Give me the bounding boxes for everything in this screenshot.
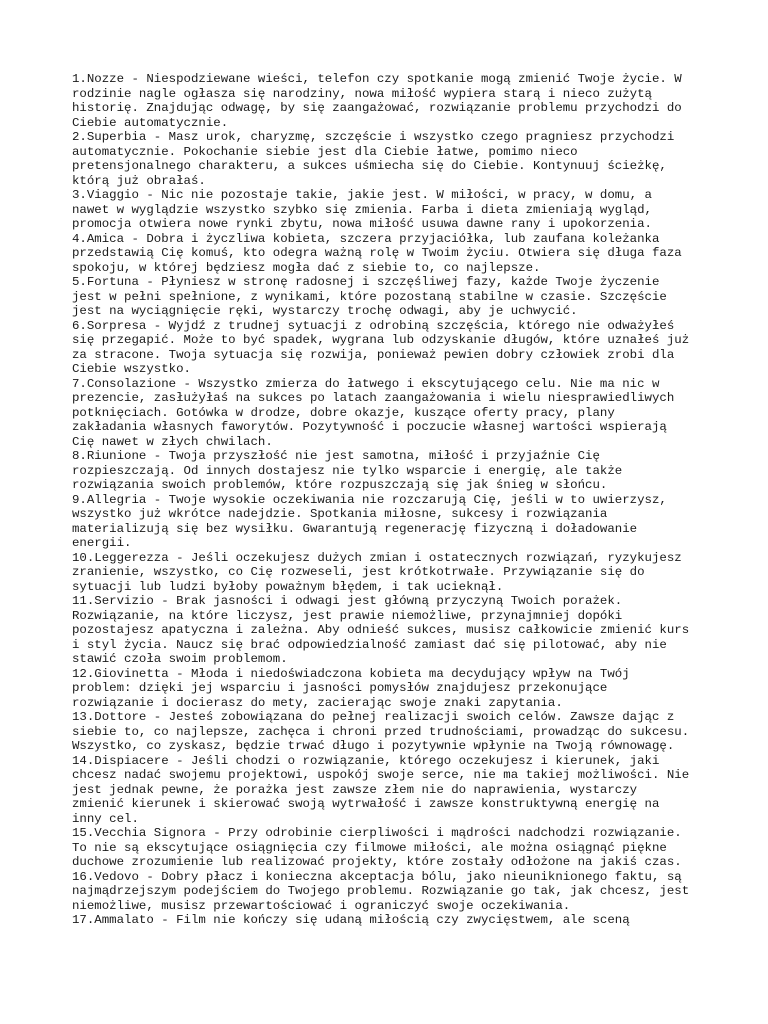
entry-leggerezza: 10.Leggerezza - Jeśli oczekujesz dużych zmian i ostatecznych rozwiązań, ryzykujesz zranienie, wszystko, co Cię rozweseli, jest krótkotrwałe. Przywiązanie się do sytuacji lub ludzi byłoby poważnym błędem, i tak ucieknął.: [72, 550, 682, 594]
entry-giovinetta: 12.Giovinetta - Młoda i niedoświadczona kobieta ma decydujący wpływ na Twój problem: dzięki jej wsparciu i jasności pomysłów znajdujesz przekonujące rozwiązanie i docierasz do mety, zacierając swoje znaki zapytania.: [72, 666, 630, 710]
entry-servizio: 11.Servizio - Brak jasności i odwagi jest główną przyczyną Twoich porażek. Rozwiązanie, na które liczysz, jest prawie niemożliwe, przynajmniej dopóki pozostajesz apatyczna i zależna. Aby odnieść sukces, musisz całkowicie zmienić kurs i styl życia. Naucz się brać odpowiedzialność zamiast dać się pilotować, aby nie stawić czoła swoim problemom.: [72, 594, 690, 666]
entry-ammalato: 17.Ammalato - Film nie kończy się udaną miłością czy zwycięstwem, ale sceną: [72, 913, 630, 927]
entry-dottore: 13.Dottore - Jesteś zobowiązana do pełnej realizacji swoich celów. Zawsze dając z siebie to, co najlepsze, zachęca i chroni przed trudnościami, prowadząc do sukcesu. Wszystko, co zyskasz, będzie trwać długo i pozytywnie wpłynie na Twoją równowagę.: [72, 710, 690, 753]
entry-sorpresa: 6.Sorpresa - Wyjdź z trudnej sytuacji z odrobiną szczęścia, którego nie odważyłeś się przegapić. Może to być spadek, wygrana lub odzyskanie długów, które uznałeś już za stracone. Twoja sytuacja się rozwija, ponieważ pewien dobry człowiek zrobi dla Ciebie wszystko.: [72, 318, 690, 376]
entry-riunione: 8.Riunione - Twoja przyszłość nie jest samotna, miłość i przyjaźnie Cię rozpieszczają. Od innych dostajesz nie tylko wsparcie i energię, ale także rozwiązania swoich problemów, które rozpuszczają się jak śnieg w słońcu.: [72, 449, 623, 492]
entry-superbia: 2.Superbia - Masz urok, charyzmę, szczęście i wszystko czego pragniesz przychodzi automatycznie. Pokochanie siebie jest dla Ciebie łatwe, pomimo nieco pretensjonalnego charakteru, a sukces uśmiecha się do Ciebie. Kontynuuj ścieżkę, którą już obrałaś.: [72, 130, 675, 188]
entry-allegria: 9.Allegria - Twoje wysokie oczekiwania nie rozczarują Cię, jeśli w to uwierzysz, wszystko już wkrótce nadejdzie. Spotkania miłosne, sukcesy i rozwiązania materializują się bez wysiłku. Gwarantują regenerację fizyczną i doładowanie energii.: [72, 492, 667, 550]
entry-viaggio: 3.Viaggio - Nic nie pozostaje takie, jakie jest. W miłości, w pracy, w domu, a nawet w wyglądzie wszystko szybko się zmienia. Farba i dieta zmieniają wygląd, promocja otwiera nowe rynki zbytu, nowa miłość usuwa dawne rany i upokorzenia.: [72, 188, 652, 231]
entry-fortuna: 5.Fortuna - Płyniesz w stronę radosnej i szczęśliwej fazy, każde Twoje życzenie jest w pełni spełnione, z wynikami, które pozostaną stabilne w czasie. Szczęście jest na wyciągnięcie ręki, wystarczy trochę odwagi, aby je uchwycić.: [72, 275, 667, 318]
entry-amica: 4.Amica - Dobra i życzliwa kobieta, szczera przyjaciółka, lub zaufana koleżanka przedstawią Cię komuś, kto odegra ważną rolę w Twoim życiu. Otwiera się długa faza spokoju, w której będziesz mogła dać z siebie to, co najlepsze.: [72, 231, 682, 275]
entry-dispiacere: 14.Dispiacere - Jeśli chodzi o rozwiązanie, którego oczekujesz i kierunek, jaki chcesz nadać swojemu projektowi, uspokój swoje serce, nie ma takiej możliwości. Nie jest jednak pewne, że porażka jest zawsze złem nie do naprawienia, wystarczy zmienić kierunek i skierować swoją wytrwałość i zawsze konstruktywną energię na inny cel.: [72, 753, 690, 826]
entry-nozze: 1.Nozze - Niespodziewane wieści, telefon czy spotkanie mogą zmienić Twoje życie. W rodzinie nagle ogłasza się narodziny, nowa miłość wypiera starą i nieco zużytą historię. Znajdując odwagę, by się zaangażować, rozwiązanie problemu przychodzi do Ciebie automatycznie.: [72, 72, 682, 130]
entry-consolazione: 7.Consolazione - Wszystko zmierza do łatwego i ekscytującego celu. Nie ma nic w prezencie, zasłużyłaś na sukces po latach zaangażowania i wielu niesprawiedliwych potknięciach. Gotówka w drodze, dobre okazje, kuszące oferty pracy, plany zakładania własnych faworytów. Pozytywność i poczucie własnej wartości wspierają Cię nawet w złych chwilach.: [72, 376, 675, 449]
entry-vedovo: 16.Vedovo - Dobry płacz i konieczna akceptacja bólu, jako nieuniknionego faktu, są najmądrzejszym podejściem do Twojego problemu. Rozwiązanie go tak, jak chcesz, jest niemożliwe, musisz przewartościować i ograniczyć swoje oczekiwania.: [72, 869, 690, 913]
entry-vecchia-signora: 15.Vecchia Signora - Przy odrobinie cierpliwości i mądrości nadchodzi rozwiązanie. To nie są ekscytujące osiągnięcia czy filmowe miłości, ale można osiągnąć piękne duchowe zrozumienie lub realizować projekty, które zostały odłożone na jakiś czas.: [72, 826, 682, 869]
document-page: [72, 72, 702, 928]
